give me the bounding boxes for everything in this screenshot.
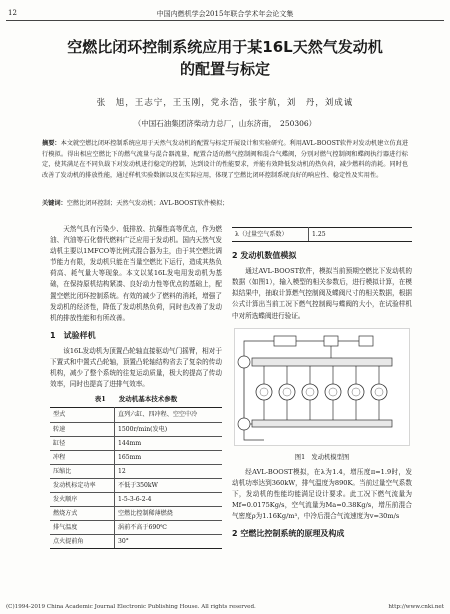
cylinder-2 — [279, 384, 295, 400]
table-cell-value: 12 — [115, 464, 223, 478]
table-cell-key: 燃烧方式 — [50, 507, 115, 521]
table-cell-value: 不低于350kW — [115, 478, 223, 492]
section-1-text: 该16L发动机为顶置凸轮轴直接驱动气门摇臂，相对于下置式和中置式凸轮轴，顶置凸轮轴结构省去了复杂的传动机构，减少了整个系统的往复运动质量，极大的提高了传动效率，同时也提高了进排气效率。 — [50, 346, 222, 389]
table-row — [50, 535, 222, 549]
table-cell-key: 点火提前角 — [50, 535, 115, 549]
turbine-icon — [238, 418, 250, 430]
keywords — [42, 198, 408, 207]
cylinder-4 — [325, 384, 341, 400]
cnki-url: http://www.cnki.net — [388, 604, 444, 610]
table-row — [50, 408, 222, 422]
table-1-caption: 表1 发动机基本技术参数 — [94, 395, 178, 404]
section-2-heading: 2 发动机数值模拟 — [232, 251, 297, 261]
engine-spec-table — [50, 407, 222, 549]
table-row — [50, 450, 222, 464]
table-row — [50, 422, 222, 436]
intake-plenum — [252, 358, 392, 366]
compressor-icon — [238, 356, 250, 368]
left-column — [50, 224, 222, 549]
table-row — [50, 507, 222, 521]
title-line-2: 的配置与标定 — [179, 60, 270, 78]
table-cell-value: 1-5-3-6-2-4 — [115, 492, 223, 506]
table-cell-key: 型式 — [50, 408, 115, 422]
table-cell-key: 压缩比 — [50, 464, 115, 478]
paper-title — [20, 36, 430, 80]
cylinder-5 — [348, 384, 364, 400]
abstract-text: 本文就空燃比闭环控制系统应用于天然气发动机的配置与标定开展设计和实验研究。利用AVL-BOOST软件对发动机建立仿真进行模拟。得出相应空燃比下的燃气流量与混合器流量，配置合适的燃气控制阀和混合气蝶阀，分别对燃气控制阀和蝶阀执行器进行标定，使其满足在不同负载下对发动机进行稳定的控制，达到设计的性能要求，并能有效降低发动机的热负荷，减少燃料的消耗。同时也改善了发动机的排放性能，通过样机实验数据以及在实际应用，体现了空燃比闭环控制系统良好的响应性、稳定性及实用性。 — [42, 140, 409, 179]
table-cell-value: 165mm — [115, 450, 223, 464]
table-cell-key: 排气温度 — [50, 521, 115, 535]
table-cell-value: 空燃比控制稀薄燃烧 — [115, 507, 223, 521]
abstract — [42, 139, 408, 181]
table-row — [232, 228, 412, 242]
authors: 张 旭，王志宁，王玉刚，党永浩，张宇航，刘 丹，刘成诚 — [96, 98, 354, 108]
table-cell-key: 发火顺序 — [50, 492, 115, 506]
title-line-1: 空燃比闭环控制系统应用于某16L天然气发动机 — [67, 38, 383, 56]
page-number: 12 — [8, 9, 17, 17]
table-row — [50, 464, 222, 478]
section-3-heading: 2 空燃比控制系统的原理及构成 — [232, 529, 345, 539]
copyright-footer — [6, 604, 444, 610]
table-cell-value: 30° — [115, 535, 223, 549]
gas-control-valve-icon — [359, 336, 373, 346]
engine-spec-table-continued — [232, 227, 412, 242]
table-cell-key: 冲程 — [50, 450, 115, 464]
intro-paragraph: 天然气具有污染少、低排放、抗爆性高等优点，作为燃油、汽油等石化替代燃料广泛应用于发动机。国内天然气发动机主要以1MFCO等比例式混合器为主，由于其空燃比调节能力有限，发动机只能在当量空燃比下运行，造成其热负荷高、耗气量大等现象。本文以某16L发电用发动机为基础，在保持原机结构紧凑、良好动力性等优点的基础上，配置空燃比闭环控制系统。有效的减少了燃料的消耗，增强了发动机的经济性，降低了发动机热负荷，同时也改善了发动机的排放性能和有所改善。 — [50, 225, 222, 322]
table-cell-value: 1500r/min(发电) — [115, 422, 223, 436]
table-cell-value: 144mm — [115, 436, 223, 450]
intercooler-icon — [274, 336, 296, 346]
table-cell-key: 转速 — [50, 422, 115, 436]
throttle-valve-icon — [324, 336, 338, 346]
table-cell-value: 涡前不高于690℃ — [115, 521, 223, 535]
table-row — [50, 436, 222, 450]
table-cell-key: 缸径 — [50, 436, 115, 450]
section-1-heading: 1 试验样机 — [50, 330, 96, 340]
cylinder-3 — [302, 384, 318, 400]
table-row — [50, 492, 222, 506]
table-cell-key: 发动机标定功率 — [50, 478, 115, 492]
table-cell-key: λ（过量空气系数） — [232, 228, 309, 242]
section-2-results-text: 经AVL-BOOST模拟，在λ为1.4，增压度π=1.9时，发动机功率达到360kW，排气温度为890K。当前过量空气系数下，发动机的性能均能满足设计要求。此工况下燃气流量为Mf=0.0175Kg/s，空气流量为Ma=0.38Kg/s，增压前混合气密度ρ为1.16Kg/m³，中冷后混合气流速度为v=30m/s — [232, 467, 412, 521]
cylinder-1 — [256, 384, 272, 400]
table-row — [50, 521, 222, 535]
table-row — [50, 478, 222, 492]
abstract-label: 摘要： — [42, 140, 61, 147]
keywords-label: 关键词： — [42, 200, 67, 207]
table-cell-value: 1.25 — [309, 228, 413, 242]
journal-title: 中国内燃机学会2015年联合学术年会论文集 — [156, 10, 294, 18]
section-2-text: 通过AVL-BOOST软件，模拟当前预期空燃比下发动机的数据（如图1），输入模型的相关参数后，进行模拟计算，在模拟结果中，抽取计算燃气控制阀及蝶阀尺寸的相关数据，根据公式计算出当前工况下燃气控制阀与蝶阀的大小，在试验样机中对所选蝶阀进行验证。 — [232, 267, 412, 320]
engine-model-diagram — [234, 328, 410, 446]
figure-1-caption: 图1 发动机模型图 — [294, 453, 350, 461]
right-column — [232, 227, 412, 544]
affiliation: （中国石油集团济柴动力总厂，山东济南， 250306） — [133, 119, 317, 128]
table-cell-value: 直列六缸、四冲程、空空中冷 — [115, 408, 223, 422]
exhaust-manifold — [252, 420, 392, 427]
running-head — [6, 6, 444, 21]
copyright-text: (C)1994-2019 China Academic Journal Electronic Publishing House. All rights reserved. — [6, 604, 256, 610]
cylinder-6 — [371, 384, 387, 400]
keywords-text: 空燃比闭环控制；天然气发动机；AVL-BOOST软件模拟； — [66, 200, 229, 207]
